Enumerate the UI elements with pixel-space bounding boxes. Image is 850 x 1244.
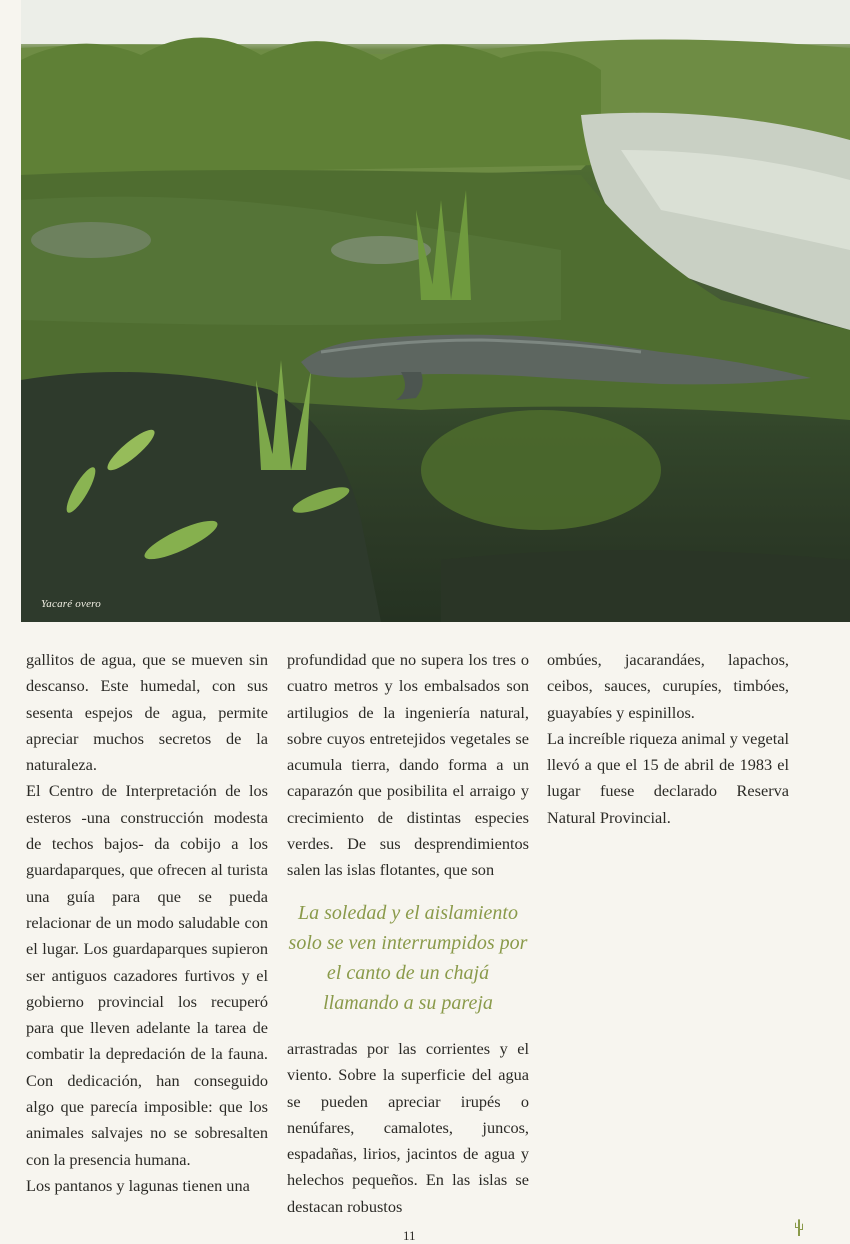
paragraph: gallitos de agua, que se mueven sin descanso. Este humedal, con sus sesenta espejos de agua, permite apreciar muchos secretos de la naturaleza.: [26, 650, 268, 775]
column-2: [287, 647, 529, 884]
paragraph: ombúes, jacarandáes, lapachos, ceibos, sauces, curupíes, timbóes, guayabíes y espinillos.: [547, 650, 789, 722]
pull-quote: La soledad y el aislamiento solo se ven interrumpidos por el canto de un chajá llamando a su pareja: [288, 902, 528, 1014]
photo-caption: Yacaré overo: [41, 598, 101, 610]
cactus-icon: [792, 1218, 806, 1238]
paragraph: La increíble riqueza animal y vegetal llevó a que el 15 de abril de 1983 el lugar fuese declarado Reserva Natural Provincial.: [547, 728, 789, 827]
column-2-continued: [287, 1036, 529, 1220]
paragraph: profundidad que no supera los tres o cuatro metros y los embalsados son artilugios de la ingeniería natural, sobre cuyos entretejidos vegetales se acumula tierra, dando forma a un caparazón que posibilita el arraigo y crecimiento de distintas especies verdes. De sus desprendimientos salen las islas flotantes, que son: [287, 650, 529, 880]
page-number: 11: [403, 1228, 416, 1243]
paragraph: Los pantanos y lagunas tienen una: [26, 1175, 250, 1195]
paragraph: arrastradas por las corrientes y el viento. Sobre la superficie del agua se pueden apreciar irupés o nenúfares, camalotes, juncos, espadañas, lirios, jacintos de agua y helechos pequeños. En las islas se destacan robustos: [287, 1039, 529, 1216]
wetland-photo: [21, 0, 850, 622]
column-1: [26, 647, 268, 1199]
column-3: [547, 647, 789, 831]
wetland-illustration: [21, 0, 850, 622]
paragraph: El Centro de Interpretación de los esteros -una construcción modesta de techos bajos- da cobijo a los guardaparques, que ofrecen al turista una guía para que se pueda relacionar de un modo saludable con el lugar. Los guardaparques supieron ser antiguos cazadores furtivos y el gobierno provincial los recuperó para que lleven adelante la tarea de combatir la depredación de la fauna. Con dedicación, han conseguido algo que parecía imposible: que los animales salvajes no se sobresalten con la presencia humana.: [26, 781, 268, 1169]
